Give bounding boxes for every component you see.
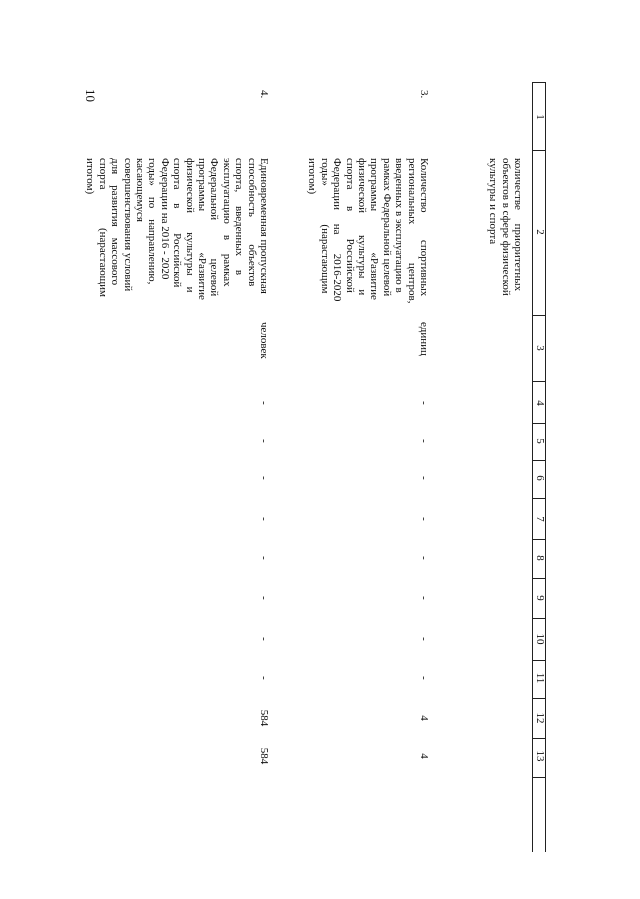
description-line: эксплуатацию в рамках <box>220 158 233 287</box>
header-tick <box>533 578 546 579</box>
column-number: 3 <box>534 345 546 351</box>
rotated-table <box>84 82 548 852</box>
header-tick <box>533 618 546 619</box>
unit-of-measure: единиц <box>418 322 430 356</box>
column-number: 2 <box>534 229 546 235</box>
header-tick <box>533 539 546 540</box>
header-tick <box>533 460 546 461</box>
description-line: количестве приоритетных <box>512 158 524 292</box>
header-tick <box>533 82 546 83</box>
description-line: спорта (нарастающим <box>96 158 109 298</box>
value-cell: 584 <box>258 709 270 727</box>
value-cell: 4 <box>418 715 430 721</box>
unit-of-measure: человек <box>258 322 270 359</box>
description-line: годы» по направлению, <box>146 158 159 285</box>
value-cell: - <box>418 637 430 641</box>
header-tick <box>533 777 546 778</box>
column-number: 7 <box>534 516 546 522</box>
header-tick <box>533 423 546 424</box>
row-number: 3. <box>418 90 430 99</box>
value-cell: - <box>258 439 270 443</box>
row-description <box>84 158 270 308</box>
description-line: спорта в Российской <box>171 158 184 288</box>
column-number: 4 <box>534 400 546 406</box>
column-number: 12 <box>534 712 546 724</box>
description-line: физической культуры и <box>355 158 368 296</box>
header-tick <box>533 660 546 661</box>
value-cell: - <box>258 476 270 480</box>
page-number: 10 <box>83 89 98 102</box>
header-tick <box>533 498 546 499</box>
description-line: итогом) <box>306 158 319 195</box>
column-number: 6 <box>534 475 546 481</box>
description-line: спорта в Российской <box>343 158 356 293</box>
description-line: объектов в сфере физической <box>499 158 512 296</box>
header-tick <box>533 698 546 699</box>
value-cell: - <box>418 439 430 443</box>
description-line: годы» (нарастающим <box>318 158 331 294</box>
value-cell: - <box>418 596 430 600</box>
description-line: программы «Развитие <box>368 158 381 300</box>
description-line: спорта, введенных в <box>233 158 246 276</box>
header-tick <box>533 738 546 739</box>
description-line: совершенствования условий <box>121 158 134 292</box>
header-tick <box>533 315 546 316</box>
value-cell: - <box>418 401 430 405</box>
column-number: 5 <box>534 438 546 444</box>
description-line: Количество спортивных <box>418 158 430 297</box>
column-number: 10 <box>534 633 546 645</box>
description-line: Федерации на 2016 - 2020 <box>158 158 171 280</box>
value-cell: - <box>418 517 430 521</box>
description-line: рамках Федеральной целевой <box>380 158 393 297</box>
column-number: 13 <box>534 750 546 762</box>
value-cell: - <box>258 556 270 560</box>
description-line: введенных в эксплуатацию в <box>393 158 406 293</box>
value-cell: - <box>418 476 430 480</box>
value-cell: 4 <box>418 753 430 759</box>
description-line: физической культуры и <box>183 158 196 293</box>
column-number: 8 <box>534 555 546 561</box>
row-description <box>306 158 430 308</box>
column-number: 11 <box>534 672 546 684</box>
description-line: Федерации на 2016-2020 <box>331 158 344 302</box>
value-cell: - <box>258 676 270 680</box>
row-number: 4. <box>258 90 270 99</box>
value-cell: - <box>418 676 430 680</box>
value-cell: - <box>258 401 270 405</box>
description-line: региональных центров, <box>405 158 418 304</box>
description-line: Федеральной целевой <box>208 158 221 297</box>
value-cell: - <box>258 517 270 521</box>
description-line: итогом) <box>84 158 97 195</box>
description-line: для развития массового <box>109 158 122 286</box>
header-tick <box>533 150 546 151</box>
description-line: Единовременная пропускная <box>258 158 270 294</box>
description-line: культуры и спорта <box>487 158 500 245</box>
value-cell: - <box>258 637 270 641</box>
description-line: программы «Развитие <box>195 158 208 300</box>
value-cell: 584 <box>258 747 270 765</box>
description-line: касающемуся <box>133 158 146 222</box>
description-line: способность объектов <box>245 158 258 287</box>
value-cell: - <box>258 596 270 600</box>
row-description <box>487 158 524 308</box>
column-number: 1 <box>534 114 546 120</box>
value-cell: - <box>418 556 430 560</box>
column-number: 9 <box>534 595 546 601</box>
header-tick <box>533 381 546 382</box>
